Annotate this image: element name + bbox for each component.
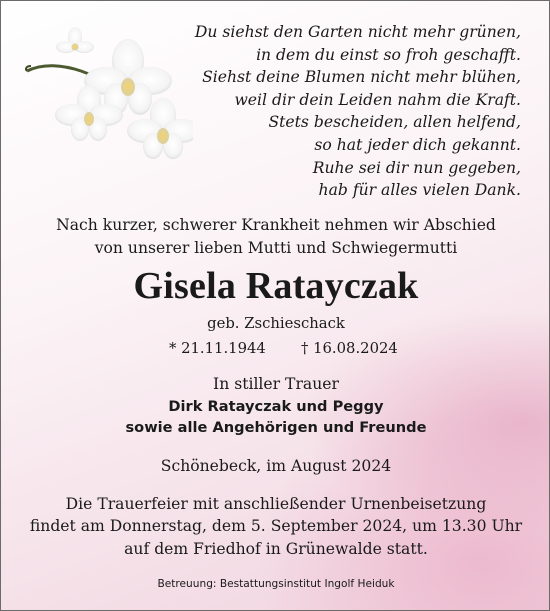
- deceased-name: Gisela Ratayczak: [133, 265, 419, 307]
- mourners-line: sowie alle Angehörigen und Freunde: [125, 419, 427, 437]
- birth-name: geb. Zschieschack: [207, 315, 345, 332]
- poem-line: in dem du einst so froh geschafft.: [256, 45, 521, 64]
- intro-line: von unserer lieben Mutti und Schwiegermutti: [94, 238, 458, 257]
- funeral-info: [1, 493, 550, 560]
- mourners-heading: In stiller Trauer: [213, 375, 339, 393]
- orchid-icon: [23, 19, 193, 169]
- mourners-line: Dirk Ratayczak und Peggy: [168, 397, 384, 415]
- intro-line: Nach kurzer, schwerer Krankheit nehmen wir Abschied: [56, 216, 496, 234]
- poem-line: so hat jeder dich gekannt.: [314, 135, 521, 154]
- poem-line: weil dir dein Leiden nahm die Kraft.: [234, 90, 521, 109]
- poem-line: Siehst deine Blumen nicht mehr blühen,: [202, 68, 521, 87]
- intro-text: [1, 214, 550, 259]
- funeral-line: Die Trauerfeier mit anschließender Urnenbeisetzung: [65, 495, 487, 513]
- poem-line: Du siehst den Garten nicht mehr grünen,: [194, 23, 521, 41]
- funeral-line: auf dem Friedhof in Grünewalde statt.: [124, 539, 428, 558]
- poem-line: Ruhe sei dir nun gegeben,: [312, 158, 521, 177]
- funeral-line: findet am Donnerstag, dem 5. September 2024, um 13.30 Uhr: [29, 517, 523, 536]
- poem: [181, 21, 521, 202]
- mourners: [1, 374, 550, 439]
- life-dates: [1, 340, 550, 362]
- birth-date: * 21.11.1944: [169, 340, 266, 357]
- poem-line: hab für alles vielen Dank.: [318, 181, 521, 200]
- funeral-home-credit: Betreuung: Bestattungsinstitut Ingolf Heiduk: [157, 578, 395, 590]
- death-date: † 16.08.2024: [301, 340, 398, 357]
- place-date: Schönebeck, im August 2024: [160, 457, 392, 475]
- poem-line: Stets bescheiden, allen helfend,: [268, 113, 521, 132]
